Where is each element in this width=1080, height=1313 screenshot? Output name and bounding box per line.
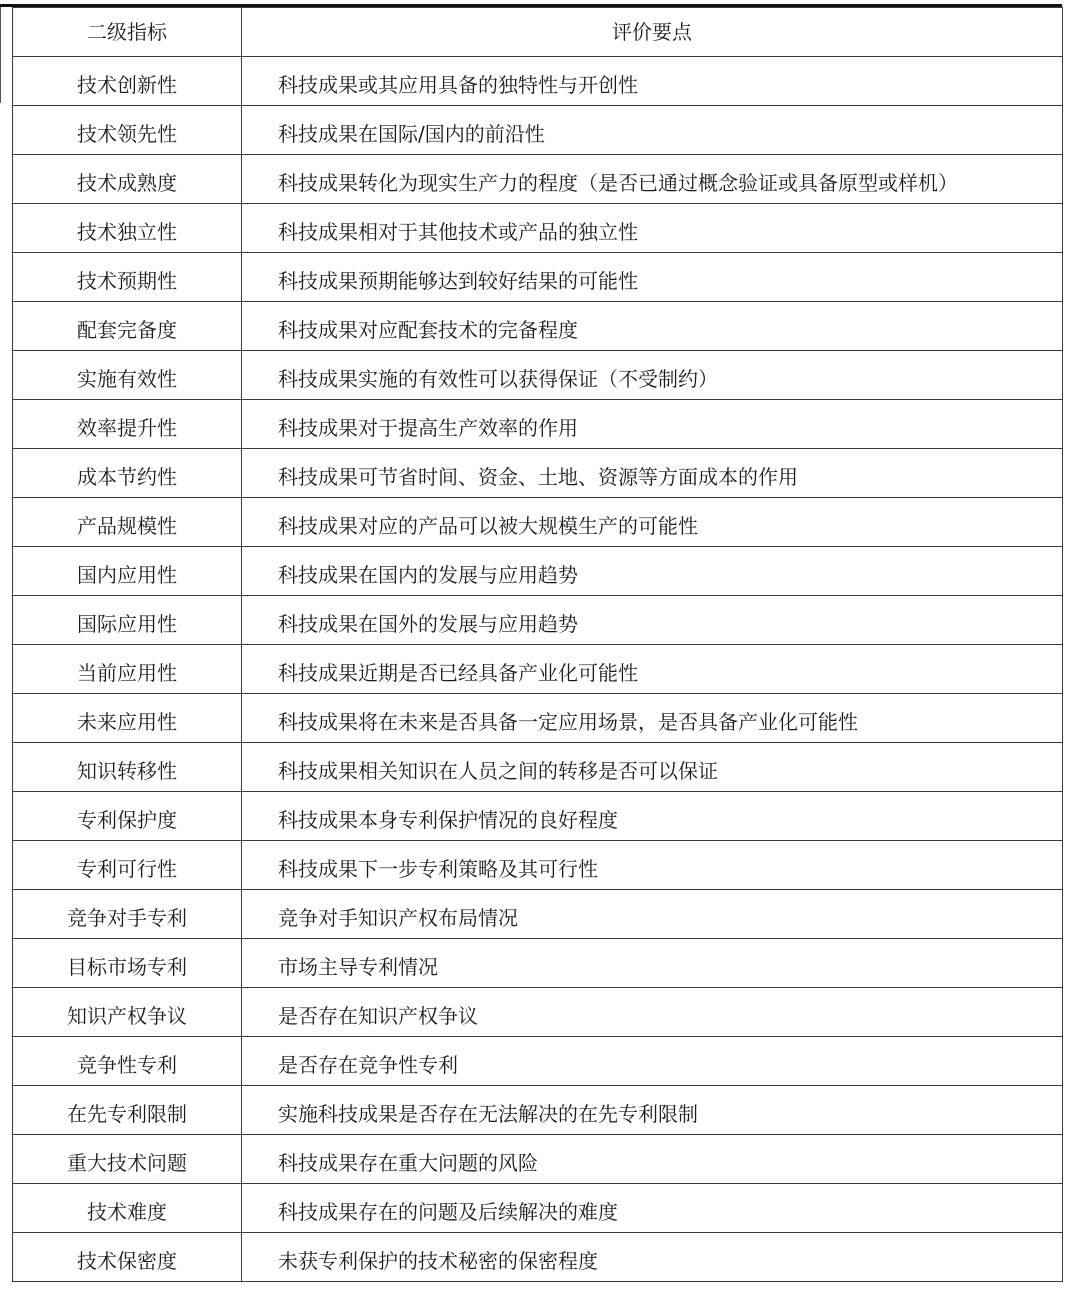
indicator-cell: [13, 988, 242, 1037]
evaluation-point-text: 科技成果可节省时间、资金、土地、资源等方面成本的作用: [278, 465, 798, 489]
table-header: [13, 8, 1063, 57]
indicator-cell: [13, 1135, 242, 1184]
table-row: [13, 498, 1063, 547]
evaluation-point-text: 科技成果在国外的发展与应用趋势: [278, 612, 578, 636]
indicator-cell: [13, 351, 242, 400]
table-row: [13, 1184, 1063, 1233]
evaluation-point-cell: [242, 498, 1063, 547]
indicator-cell: [13, 596, 242, 645]
indicator-text: 专利可行性: [77, 857, 177, 881]
table-row: [13, 841, 1063, 890]
indicator-cell: [13, 400, 242, 449]
evaluation-point-cell: [242, 645, 1063, 694]
indicator-text: 配套完备度: [77, 318, 177, 342]
indicator-text: 成本节约性: [77, 465, 177, 489]
indicator-text: 技术预期性: [77, 269, 177, 293]
evaluation-point-cell: [242, 1184, 1063, 1233]
evaluation-point-text: 科技成果或其应用具备的独特性与开创性: [278, 73, 638, 97]
evaluation-point-cell: [242, 547, 1063, 596]
evaluation-point-text: 科技成果近期是否已经具备产业化可能性: [278, 661, 638, 685]
indicator-text: 竞争对手专利: [67, 906, 187, 930]
evaluation-point-text: 科技成果预期能够达到较好结果的可能性: [278, 269, 638, 293]
header-row: [13, 8, 1063, 57]
indicator-text: 竞争性专利: [77, 1053, 177, 1077]
indicator-cell: [13, 743, 242, 792]
table-row: [13, 302, 1063, 351]
evaluation-point-cell: [242, 694, 1063, 743]
evaluation-point-cell: [242, 792, 1063, 841]
table-row: [13, 792, 1063, 841]
table-row: [13, 1135, 1063, 1184]
indicator-cell: [13, 1184, 242, 1233]
evaluation-point-text: 竞争对手知识产权布局情况: [278, 906, 518, 930]
evaluation-point-cell: [242, 939, 1063, 988]
evaluation-point-cell: [242, 1135, 1063, 1184]
indicator-cell: [13, 106, 242, 155]
table-row: [13, 547, 1063, 596]
evaluation-point-text: 科技成果将在未来是否具备一定应用场景，是否具备产业化可能性: [278, 710, 858, 734]
indicator-cell: [13, 1233, 242, 1282]
evaluation-point-text: 市场主导专利情况: [278, 955, 438, 979]
indicator-text: 技术成熟度: [77, 171, 177, 195]
table-row: [13, 694, 1063, 743]
evaluation-point-cell: [242, 302, 1063, 351]
evaluation-point-cell: [242, 57, 1063, 106]
indicator-text: 产品规模性: [77, 514, 177, 538]
indicator-cell: [13, 890, 242, 939]
evaluation-point-text: 实施科技成果是否存在无法解决的在先专利限制: [278, 1102, 698, 1126]
evaluation-point-text: 科技成果对于提高生产效率的作用: [278, 416, 578, 440]
indicator-cell: [13, 253, 242, 302]
indicator-text: 重大技术问题: [67, 1151, 187, 1175]
header-indicator-label: 二级指标: [87, 20, 167, 44]
indicator-cell: [13, 841, 242, 890]
indicator-cell: [13, 155, 242, 204]
evaluation-point-cell: [242, 106, 1063, 155]
indicator-cell: [13, 1086, 242, 1135]
table-row: [13, 155, 1063, 204]
table-left-stub-line: [0, 7, 1, 103]
table-row: [13, 1037, 1063, 1086]
indicator-text: 知识转移性: [77, 759, 177, 783]
evaluation-point-text: 未获专利保护的技术秘密的保密程度: [278, 1249, 598, 1273]
indicator-cell: [13, 694, 242, 743]
indicator-text: 技术难度: [87, 1200, 167, 1224]
table-row: [13, 204, 1063, 253]
indicator-text: 技术创新性: [77, 73, 177, 97]
evaluation-point-cell: [242, 155, 1063, 204]
indicator-text: 国内应用性: [77, 563, 177, 587]
table-body: [13, 57, 1063, 1282]
indicator-cell: [13, 645, 242, 694]
indicator-cell: [13, 204, 242, 253]
evaluation-point-cell: [242, 204, 1063, 253]
evaluation-point-cell: [242, 890, 1063, 939]
indicator-cell: [13, 57, 242, 106]
indicator-text: 在先专利限制: [67, 1102, 187, 1126]
evaluation-point-text: 是否存在竞争性专利: [278, 1053, 458, 1077]
header-evaluation-point-label: 评价要点: [612, 20, 692, 44]
table-row: [13, 57, 1063, 106]
table-row: [13, 106, 1063, 155]
indicator-text: 目标市场专利: [67, 955, 187, 979]
indicator-cell: [13, 498, 242, 547]
indicator-cell: [13, 302, 242, 351]
table-row: [13, 743, 1063, 792]
indicator-text: 国际应用性: [77, 612, 177, 636]
table-row: [13, 596, 1063, 645]
evaluation-point-text: 是否存在知识产权争议: [278, 1004, 478, 1028]
indicator-text: 效率提升性: [77, 416, 177, 440]
indicator-cell: [13, 449, 242, 498]
header-evaluation-point: [242, 8, 1063, 57]
evaluation-point-text: 科技成果本身专利保护情况的良好程度: [278, 808, 618, 832]
indicator-text: 实施有效性: [77, 367, 177, 391]
evaluation-point-cell: [242, 449, 1063, 498]
evaluation-point-text: 科技成果在国际/国内的前沿性: [278, 122, 545, 146]
evaluation-point-cell: [242, 400, 1063, 449]
evaluation-point-text: 科技成果存在的问题及后续解决的难度: [278, 1200, 618, 1224]
evaluation-point-text: 科技成果相对于其他技术或产品的独立性: [278, 220, 638, 244]
table-row: [13, 939, 1063, 988]
table-row: [13, 253, 1063, 302]
indicator-text: 技术独立性: [77, 220, 177, 244]
indicator-text: 技术保密度: [77, 1249, 177, 1273]
evaluation-point-cell: [242, 841, 1063, 890]
evaluation-point-text: 科技成果下一步专利策略及其可行性: [278, 857, 598, 881]
header-indicator: [13, 8, 242, 57]
indicator-text: 当前应用性: [77, 661, 177, 685]
indicator-cell: [13, 939, 242, 988]
evaluation-point-cell: [242, 988, 1063, 1037]
evaluation-point-cell: [242, 253, 1063, 302]
table-row: [13, 400, 1063, 449]
evaluation-point-cell: [242, 1086, 1063, 1135]
table-row: [13, 645, 1063, 694]
evaluation-point-cell: [242, 351, 1063, 400]
evaluation-point-cell: [242, 1037, 1063, 1086]
table-row: [13, 1233, 1063, 1282]
evaluation-point-text: 科技成果存在重大问题的风险: [278, 1151, 538, 1175]
evaluation-point-text: 科技成果在国内的发展与应用趋势: [278, 563, 578, 587]
evaluation-point-cell: [242, 743, 1063, 792]
evaluation-point-text: 科技成果实施的有效性可以获得保证（不受制约）: [278, 367, 718, 391]
table-row: [13, 988, 1063, 1037]
indicator-cell: [13, 547, 242, 596]
table-row: [13, 351, 1063, 400]
evaluation-criteria-table: [12, 7, 1063, 1282]
table-row: [13, 449, 1063, 498]
evaluation-point-cell: [242, 1233, 1063, 1282]
indicator-text: 未来应用性: [77, 710, 177, 734]
indicator-cell: [13, 792, 242, 841]
indicator-text: 技术领先性: [77, 122, 177, 146]
indicator-cell: [13, 1037, 242, 1086]
indicator-text: 专利保护度: [77, 808, 177, 832]
evaluation-point-cell: [242, 596, 1063, 645]
indicator-text: 知识产权争议: [67, 1004, 187, 1028]
evaluation-point-text: 科技成果相关知识在人员之间的转移是否可以保证: [278, 759, 718, 783]
evaluation-point-text: 科技成果转化为现实生产力的程度（是否已通过概念验证或具备原型或样机）: [278, 171, 958, 195]
evaluation-point-text: 科技成果对应的产品可以被大规模生产的可能性: [278, 514, 698, 538]
evaluation-point-text: 科技成果对应配套技术的完备程度: [278, 318, 578, 342]
table-row: [13, 890, 1063, 939]
table-row: [13, 1086, 1063, 1135]
